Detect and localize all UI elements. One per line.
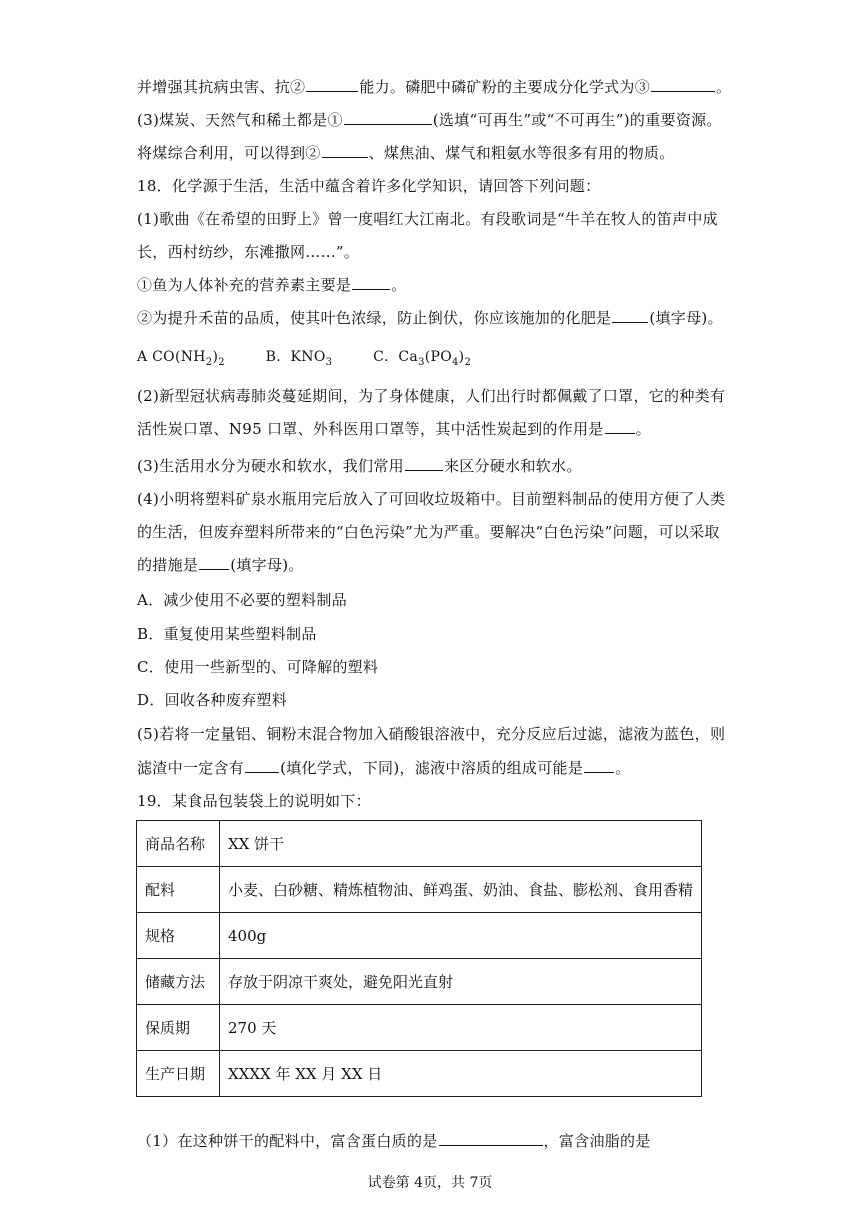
page-footer: 试卷第 4页，共 7页 (367, 1175, 493, 1191)
table-label: 商品名称 (137, 821, 220, 867)
text: ①鱼为人体补充的营养素主要是 (137, 276, 352, 294)
table-row (137, 913, 702, 959)
answer-blank[interactable] (322, 142, 368, 158)
answer-blank[interactable] (245, 757, 279, 773)
table-row (137, 867, 702, 913)
answer-blank[interactable] (344, 109, 432, 125)
answer-blank[interactable] (405, 455, 443, 471)
choice-c[interactable]: C．使用一些新型的、可降解的塑料 (137, 658, 379, 676)
answer-blank[interactable] (199, 554, 229, 570)
table-value: XX 饼干 (220, 821, 702, 867)
text: 滤渣中一定含有 (137, 759, 245, 777)
table-label: 保质期 (137, 1005, 220, 1051)
q18-p3 (137, 455, 582, 477)
table-row (137, 1005, 702, 1051)
q19-sub1 (137, 1130, 651, 1152)
text: 活性炭口罩、N95 口罩、外科医用口罩等，其中活性炭起到的作用是 (137, 420, 604, 438)
text: ②为提升禾苗的品质，使其叶色浓绿，防止倒伏，你应该施加的化肥是 (137, 309, 612, 327)
q18-p1-line1: (1)歌曲《在希望的田野上》曾一度唱红大江南北。有段歌词是“牛羊在牧人的笛声中成 (137, 210, 718, 228)
text: 、煤焦油、煤气和粗氨水等很多有用的物质。 (368, 144, 675, 162)
text: 来区分硬水和软水。 (443, 457, 582, 475)
text: 并增强其抗病虫害、抗② (137, 78, 306, 96)
answer-blank[interactable] (651, 76, 715, 92)
answer-blank[interactable] (584, 757, 614, 773)
answer-blank[interactable] (306, 76, 358, 92)
q18-p2-line2 (137, 418, 651, 440)
text: ，富含油脂的是 (543, 1132, 651, 1150)
answer-blank[interactable] (612, 307, 648, 323)
text: 。 (635, 420, 651, 438)
text: (填化学式，下同)，滤液中溶质的组成可能是 (280, 759, 584, 777)
table-value: 存放于阴凉干爽处，避免阳光直射 (220, 959, 702, 1005)
q18-options (137, 346, 507, 368)
choice-d[interactable]: D．回收各种废弃塑料 (137, 691, 288, 709)
text: （1）在这种饼干的配料中，富含蛋白质的是 (137, 1132, 438, 1150)
q18-p4-line1: (4)小明将塑料矿泉水瓶用完后放入了可回收垃圾箱中。目前塑料制品的使用方便了人类 (137, 490, 726, 508)
answer-blank[interactable] (439, 1130, 543, 1146)
text: 。 (391, 276, 407, 294)
text: (3)煤炭、天然气和稀土都是① (137, 111, 343, 129)
text: 的措施是 (137, 556, 199, 574)
text: 。 (716, 78, 732, 96)
q18-s2 (137, 307, 723, 329)
q17-line2 (137, 109, 722, 131)
table-row (137, 821, 702, 867)
q18-p4-line2: 的生活，但废弃塑料所带来的“白色污染”尤为严重。要解决“白色污染”问题，可以采取 (137, 523, 720, 541)
text: (选填“可再生”或“不可再生”)的重要资源。 (432, 111, 722, 129)
table-label: 配料 (137, 867, 220, 913)
table-value: 小麦、白砂糖、精炼植物油、鲜鸡蛋、奶油、食盐、膨松剂、食用香精 (220, 867, 702, 913)
q17-line1 (137, 76, 731, 98)
choice-b[interactable]: B．重复使用某些塑料制品 (137, 625, 317, 643)
text: (3)生活用水分为硬水和软水，我们常用 (137, 457, 404, 475)
option-c[interactable]: C．$Ca_3(PO_4)_2$ (373, 349, 472, 368)
q19-title: 19．某食品包装袋上的说明如下： (137, 792, 371, 810)
q18-p4-line3 (137, 554, 304, 576)
q18-s1 (137, 274, 407, 296)
text: 将煤综合利用，可以得到② (137, 144, 321, 162)
q18-p1-line2: 长，西村纺纱，东滩撒网……”。 (137, 243, 360, 261)
table-value: 400g (220, 913, 702, 959)
text: (填字母)。 (649, 309, 723, 327)
table-value: XXXX 年 XX 月 XX 日 (220, 1051, 702, 1097)
table-value: 270 天 (220, 1005, 702, 1051)
table-row (137, 959, 702, 1005)
choice-a[interactable]: A．减少使用不必要的塑料制品 (137, 591, 348, 609)
q18-title: 18．化学源于生活，生活中蕴含着许多化学知识，请回答下列问题： (137, 177, 601, 195)
text: 。 (615, 759, 631, 777)
option-b[interactable]: B．$KNO_3$ (265, 349, 333, 368)
q18-p5-line1: (5)若将一定量铝、铜粉末混合物加入硝酸银溶液中，充分反应后过滤，滤液为蓝色，则 (137, 725, 726, 743)
q18-p5-line2 (137, 757, 630, 779)
q17-line3 (137, 142, 675, 164)
answer-blank[interactable] (352, 274, 390, 290)
option-a[interactable]: A $CO(NH_2)_2$ (137, 349, 225, 368)
product-info-table (136, 820, 702, 1097)
answer-blank[interactable] (605, 418, 635, 434)
q18-p2-line1: (2)新型冠状病毒肺炎蔓延期间，为了身体健康，人们出行时都佩戴了口罩，它的种类有 (137, 387, 726, 405)
table-label: 生产日期 (137, 1051, 220, 1097)
table-label: 规格 (137, 913, 220, 959)
text: (填字母)。 (230, 556, 304, 574)
table-row (137, 1051, 702, 1097)
table-label: 储藏方法 (137, 959, 220, 1005)
text: 能力。磷肥中磷矿粉的主要成分化学式为③ (359, 78, 651, 96)
